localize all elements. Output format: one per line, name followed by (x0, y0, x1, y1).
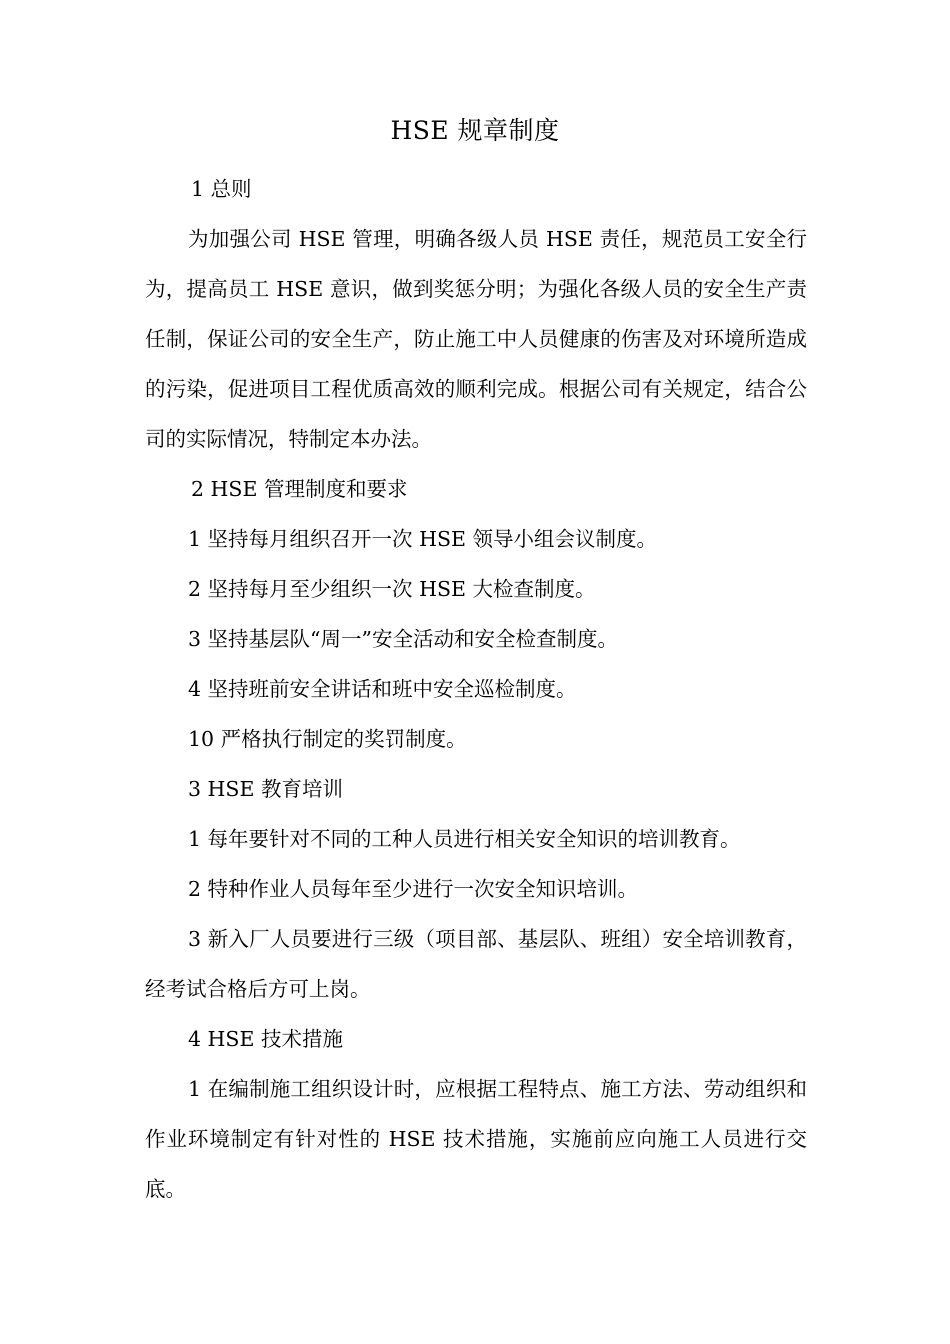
list-item: 1 坚持每月组织召开一次 HSE 领导小组会议制度。 (188, 527, 657, 551)
list-item: 2 坚持每月至少组织一次 HSE 大检查制度。 (188, 577, 596, 601)
list-item: 3 新入厂人员要进行三级（项目部、基层队、班组）安全培训教育，经考试合格后方可上岗。 (145, 927, 807, 1001)
section-heading-general: 1 总则 (191, 177, 252, 201)
list-item: 3 坚持基层队“周一”安全活动和安全检查制度。 (188, 627, 619, 651)
list-item: 2 特种作业人员每年至少进行一次安全知识培训。 (188, 877, 639, 901)
list-item: 4 坚持班前安全讲话和班中安全巡检制度。 (188, 677, 577, 701)
list-item: 1 每年要针对不同的工种人员进行相关安全知识的培训教育。 (188, 827, 741, 851)
section-heading-management: 2 HSE 管理制度和要求 (191, 477, 408, 501)
list-item: 10 严格执行制定的奖罚制度。 (188, 727, 467, 751)
section-heading-technical: 4 HSE 技术措施 (188, 1027, 343, 1051)
document-body (145, 164, 807, 1214)
section-heading-training: 3 HSE 教育培训 (188, 777, 343, 801)
list-item: 1 在编制施工组织设计时，应根据工程特点、施工方法、劳动组织和作业环境制定有针对性的 HSE 技术措施，实施前应向施工人员进行交底。 (145, 1077, 807, 1201)
paragraph-purpose: 为加强公司 HSE 管理，明确各级人员 HSE 责任，规范员工安全行为，提高员工 HSE 意识，做到奖惩分明；为强化各级人员的安全生产责任制，保证公司的安全生产，防止施工中人员健康的伤害及对环境所造成的污染，促进项目工程优质高效的顺利完成。根据公司有关规定，结合公司的实际情况，特制定本办法。 (145, 227, 807, 451)
document-title: HSE 规章制度 (390, 116, 560, 145)
